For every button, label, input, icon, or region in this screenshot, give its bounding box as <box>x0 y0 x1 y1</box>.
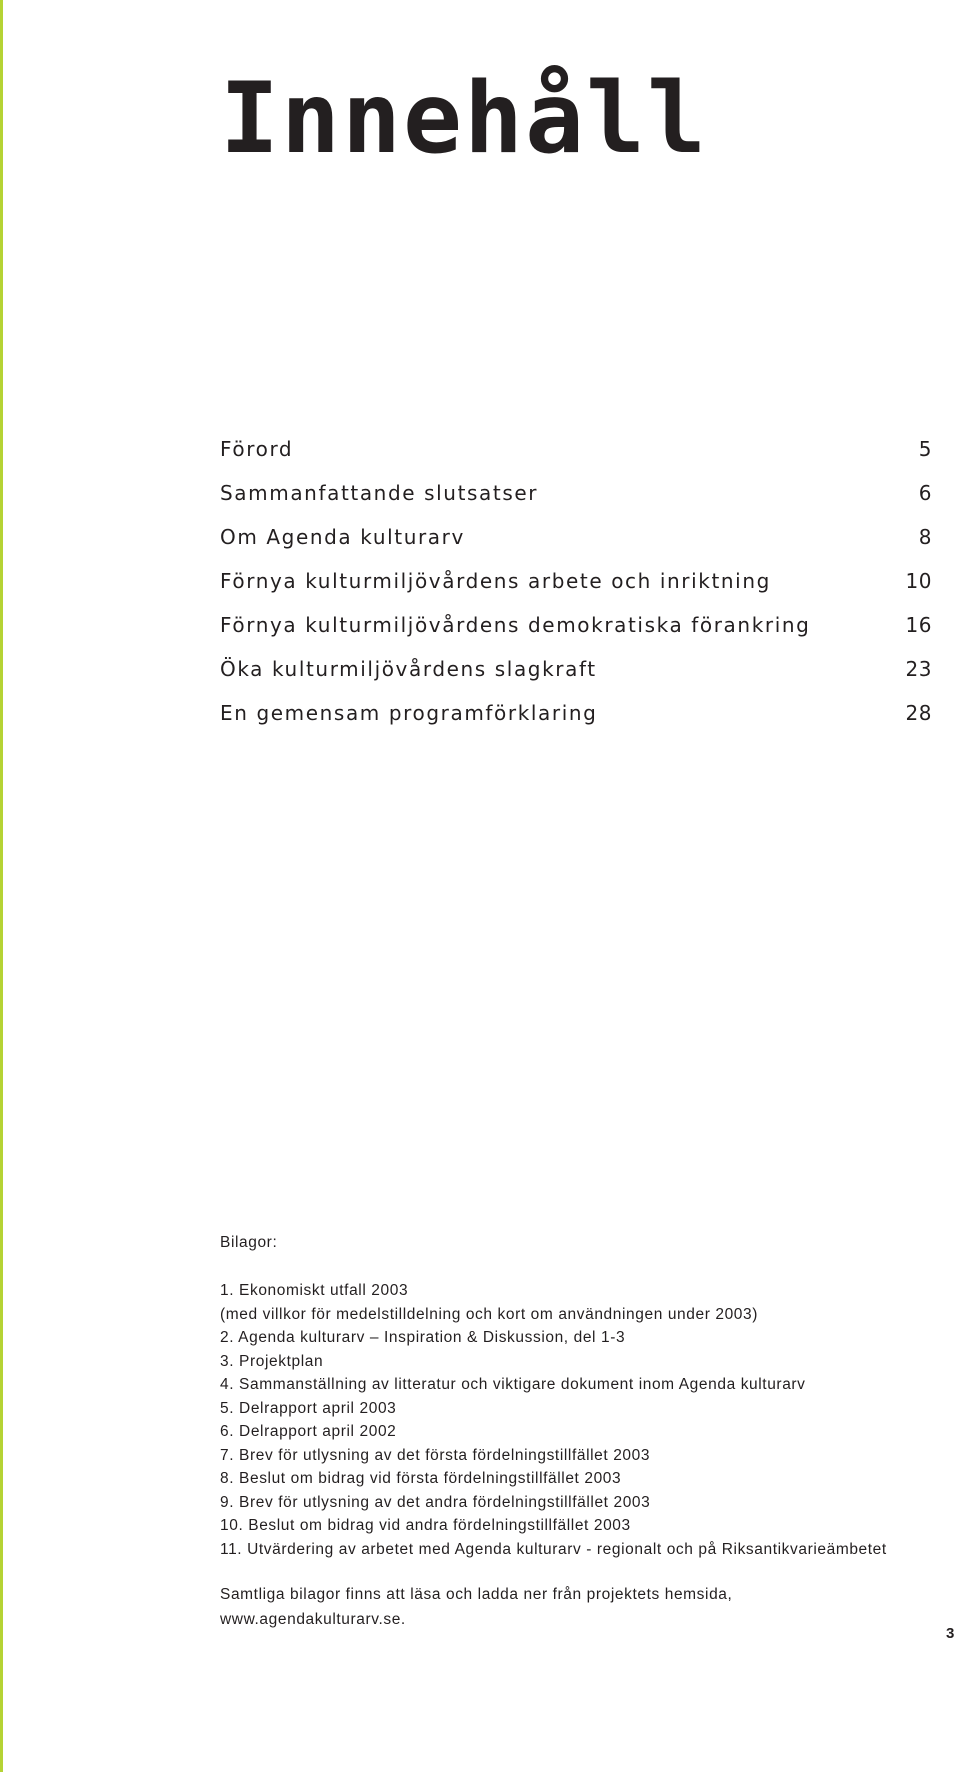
accent-bar <box>0 0 3 1772</box>
toc-entry-page: 28 <box>905 701 932 725</box>
appendix-item: 1. Ekonomiskt utfall 2003 <box>220 1282 409 1299</box>
page-number: 3 <box>946 1625 955 1642</box>
toc-entry-title: Öka kulturmiljövårdens slagkraft <box>220 657 597 681</box>
toc-entry-title: Om Agenda kulturarv <box>220 525 465 549</box>
toc-entry-title: En gemensam programförklaring <box>220 701 598 725</box>
toc-entry <box>220 701 932 745</box>
appendix-note-text: Samtliga bilagor finns att läsa och ladda ner från projektets hemsida, <box>220 1586 733 1603</box>
appendix-item: 3. Projektplan <box>220 1352 324 1370</box>
toc-entry <box>220 481 932 525</box>
appendix-item: 6. Delrapport april 2002 <box>220 1423 397 1440</box>
appendix-item: 9. Brev för utlysning av det andra fördelningstillfället 2003 <box>220 1493 651 1511</box>
toc-entry-page: 23 <box>905 657 932 681</box>
appendix-item: 8. Beslut om bidrag vid första fördelningstillfället 2003 <box>220 1470 622 1487</box>
toc-entry-page: 10 <box>905 569 932 593</box>
appendix-item: 11. Utvärdering av arbetet med Agenda kulturarv - regionalt och på Riksantikvarieämbetet <box>220 1540 887 1558</box>
appendix-item: 2. Agenda kulturarv – Inspiration & Diskussion, del 1-3 <box>220 1329 626 1346</box>
toc-entry-page: 6 <box>918 481 932 505</box>
appendix-item: 5. Delrapport april 2003 <box>220 1399 397 1417</box>
toc-entry <box>220 657 932 701</box>
toc-entry-page: 16 <box>905 613 932 637</box>
toc-entry-title: Förord <box>220 437 294 461</box>
toc-entry <box>220 569 932 613</box>
toc-entry-title: Förnya kulturmiljövårdens demokratiska förankring <box>220 613 811 637</box>
toc-entry-title: Sammanfattande slutsatser <box>220 481 539 505</box>
toc-entry <box>220 525 932 569</box>
appendix-list <box>220 1279 940 1561</box>
toc-entry-title: Förnya kulturmiljövårdens arbete och inriktning <box>220 569 771 593</box>
table-of-contents <box>220 437 932 745</box>
page-title: Innehåll <box>220 62 709 176</box>
website-link[interactable]: www.agendakulturarv.se. <box>220 1611 406 1628</box>
appendix-item: 7. Brev för utlysning av det första fördelningstillfället 2003 <box>220 1446 651 1464</box>
toc-entry-page: 5 <box>918 437 932 461</box>
appendix-item: (med villkor för medelstilldelning och kort om användningen under 2003) <box>220 1305 759 1323</box>
appendix-note <box>220 1582 940 1632</box>
appendix-item: 4. Sammanställning av litteratur och viktigare dokument inom Agenda kulturarv <box>220 1376 806 1393</box>
toc-entry <box>220 613 932 657</box>
toc-entry-page: 8 <box>918 525 932 549</box>
toc-entry <box>220 437 932 481</box>
appendix-section <box>220 1233 940 1632</box>
appendix-item: 10. Beslut om bidrag vid andra fördelningstillfället 2003 <box>220 1517 631 1534</box>
appendix-heading: Bilagor: <box>220 1234 278 1251</box>
